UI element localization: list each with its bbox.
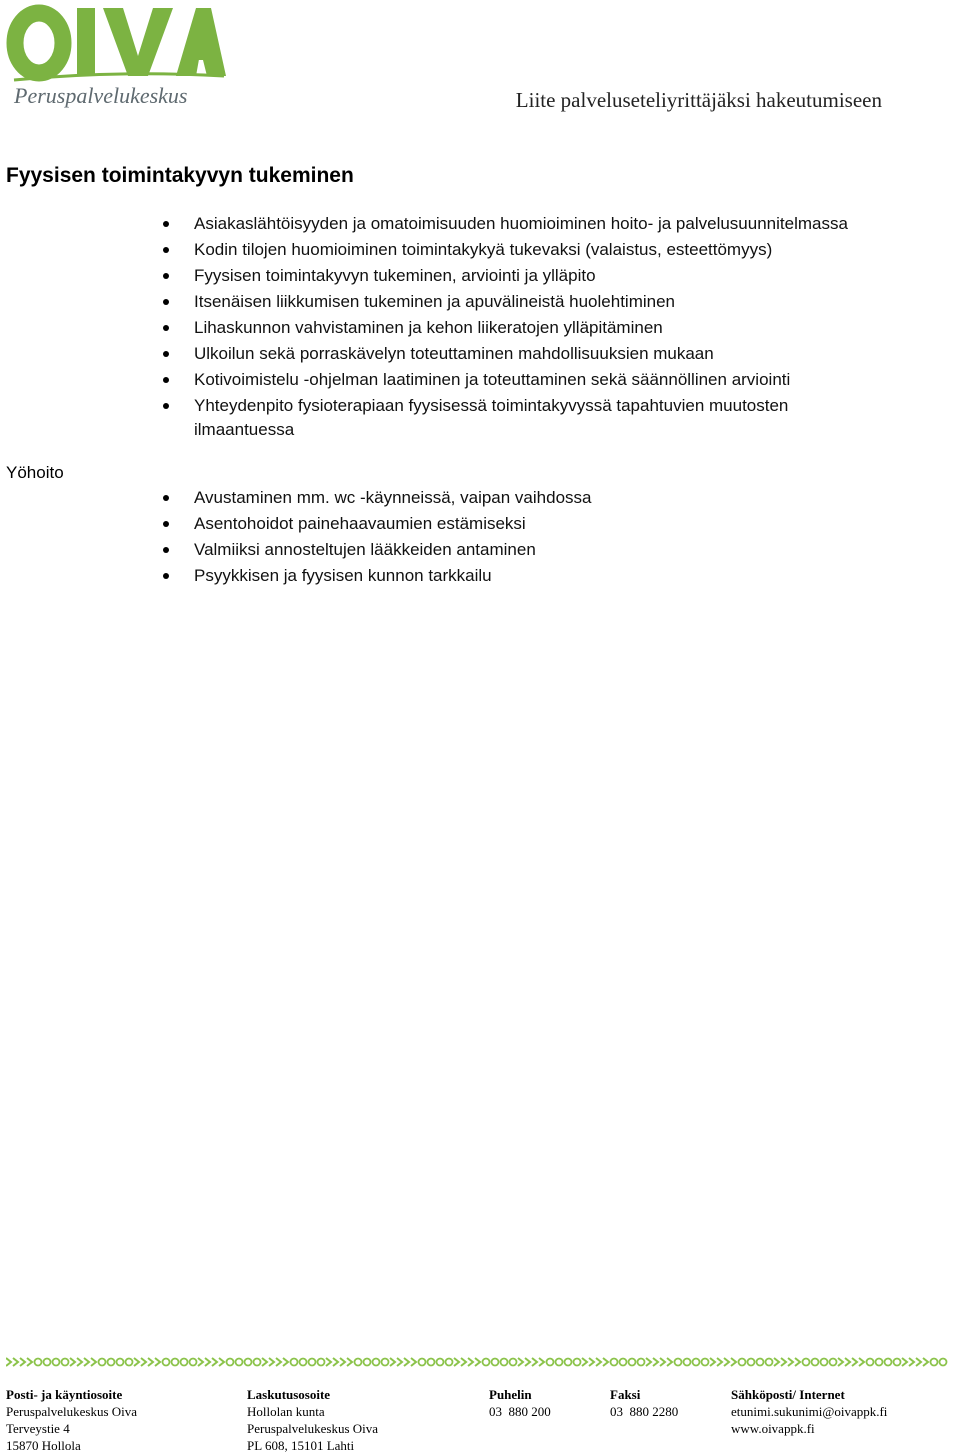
footer-line: Peruspalvelukeskus Oiva — [6, 1404, 138, 1419]
list-item: Valmiiksi annosteltujen lääkkeiden antaminen — [158, 537, 918, 563]
footer-heading: Puhelin — [489, 1387, 532, 1402]
footer-column-phone — [489, 1386, 551, 1420]
list-item: Yhteydenpito fysioterapiaan fyysisessä toimintakyvyssä tapahtuvien muutosten ilmaantuessa — [158, 393, 854, 442]
list-item: Fyysisen toimintakyvyn tukeminen, arviointi ja ylläpito — [158, 263, 918, 289]
footer-line: Hollolan kunta — [247, 1404, 325, 1419]
list-item: Psyykkisen ja fyysisen kunnon tarkkailu — [158, 563, 918, 589]
list-item: Itsenäisen liikkumisen tukeminen ja apuvälineistä huolehtiminen — [158, 289, 918, 315]
section-title: Fyysisen toimintakyvyn tukeminen — [6, 164, 354, 187]
list-item: Asentohoidot painehaavaumien estämiseksi — [158, 511, 918, 537]
footer-line: Terveystie 4 — [6, 1421, 70, 1436]
footer-heading: Posti- ja käyntiosoite — [6, 1387, 123, 1402]
footer-line: 03 880 2280 — [610, 1404, 679, 1419]
footer-heading: Faksi — [610, 1387, 641, 1402]
list-item: Ulkoilun sekä porraskävelyn toteuttaminen mahdollisuuksien mukaan — [158, 341, 918, 367]
footer-column-address — [6, 1386, 137, 1454]
footer-heading: Sähköposti/ Internet — [731, 1387, 845, 1402]
yohoito-heading: Yöhoito — [6, 463, 64, 482]
footer-line: 15870 Hollola — [6, 1438, 81, 1453]
yohoito-list — [158, 485, 918, 589]
footer-heading: Laskutusosoite — [247, 1387, 331, 1402]
footer-column-email — [731, 1386, 887, 1437]
footer-divider — [6, 1355, 956, 1367]
document-header-title: Liite palveluseteliyrittäjäksi hakeutumiseen — [515, 88, 882, 112]
footer-line: 03 880 200 — [489, 1404, 551, 1419]
oiva-logo — [6, 4, 226, 108]
fyysinen-tukeminen-list — [158, 211, 918, 442]
list-item: Lihaskunnon vahvistaminen ja kehon liikeratojen ylläpitäminen — [158, 315, 918, 341]
list-item: Avustaminen mm. wc -käynneissä, vaipan vaihdossa — [158, 485, 918, 511]
footer-column-billing — [247, 1386, 378, 1454]
footer-line: Peruspalvelukeskus Oiva — [247, 1421, 379, 1436]
footer-line: www.oivappk.fi — [731, 1421, 815, 1436]
list-item: Kodin tilojen huomioiminen toimintakykyä tukevaksi (valaistus, esteettömyys) — [158, 237, 918, 263]
list-item: Kotivoimistelu -ohjelman laatiminen ja toteuttaminen sekä säännöllinen arviointi — [158, 367, 918, 393]
logo-subtext: Peruspalvelukeskus — [14, 83, 188, 108]
footer-column-fax — [610, 1386, 678, 1420]
footer-line: etunimi.sukunimi@oivappk.fi — [731, 1404, 888, 1419]
list-item: Asiakaslähtöisyyden ja omatoimisuuden huomioiminen hoito- ja palvelusuunnitelmassa — [158, 211, 918, 237]
footer-line: PL 608, 15101 Lahti — [247, 1438, 355, 1453]
